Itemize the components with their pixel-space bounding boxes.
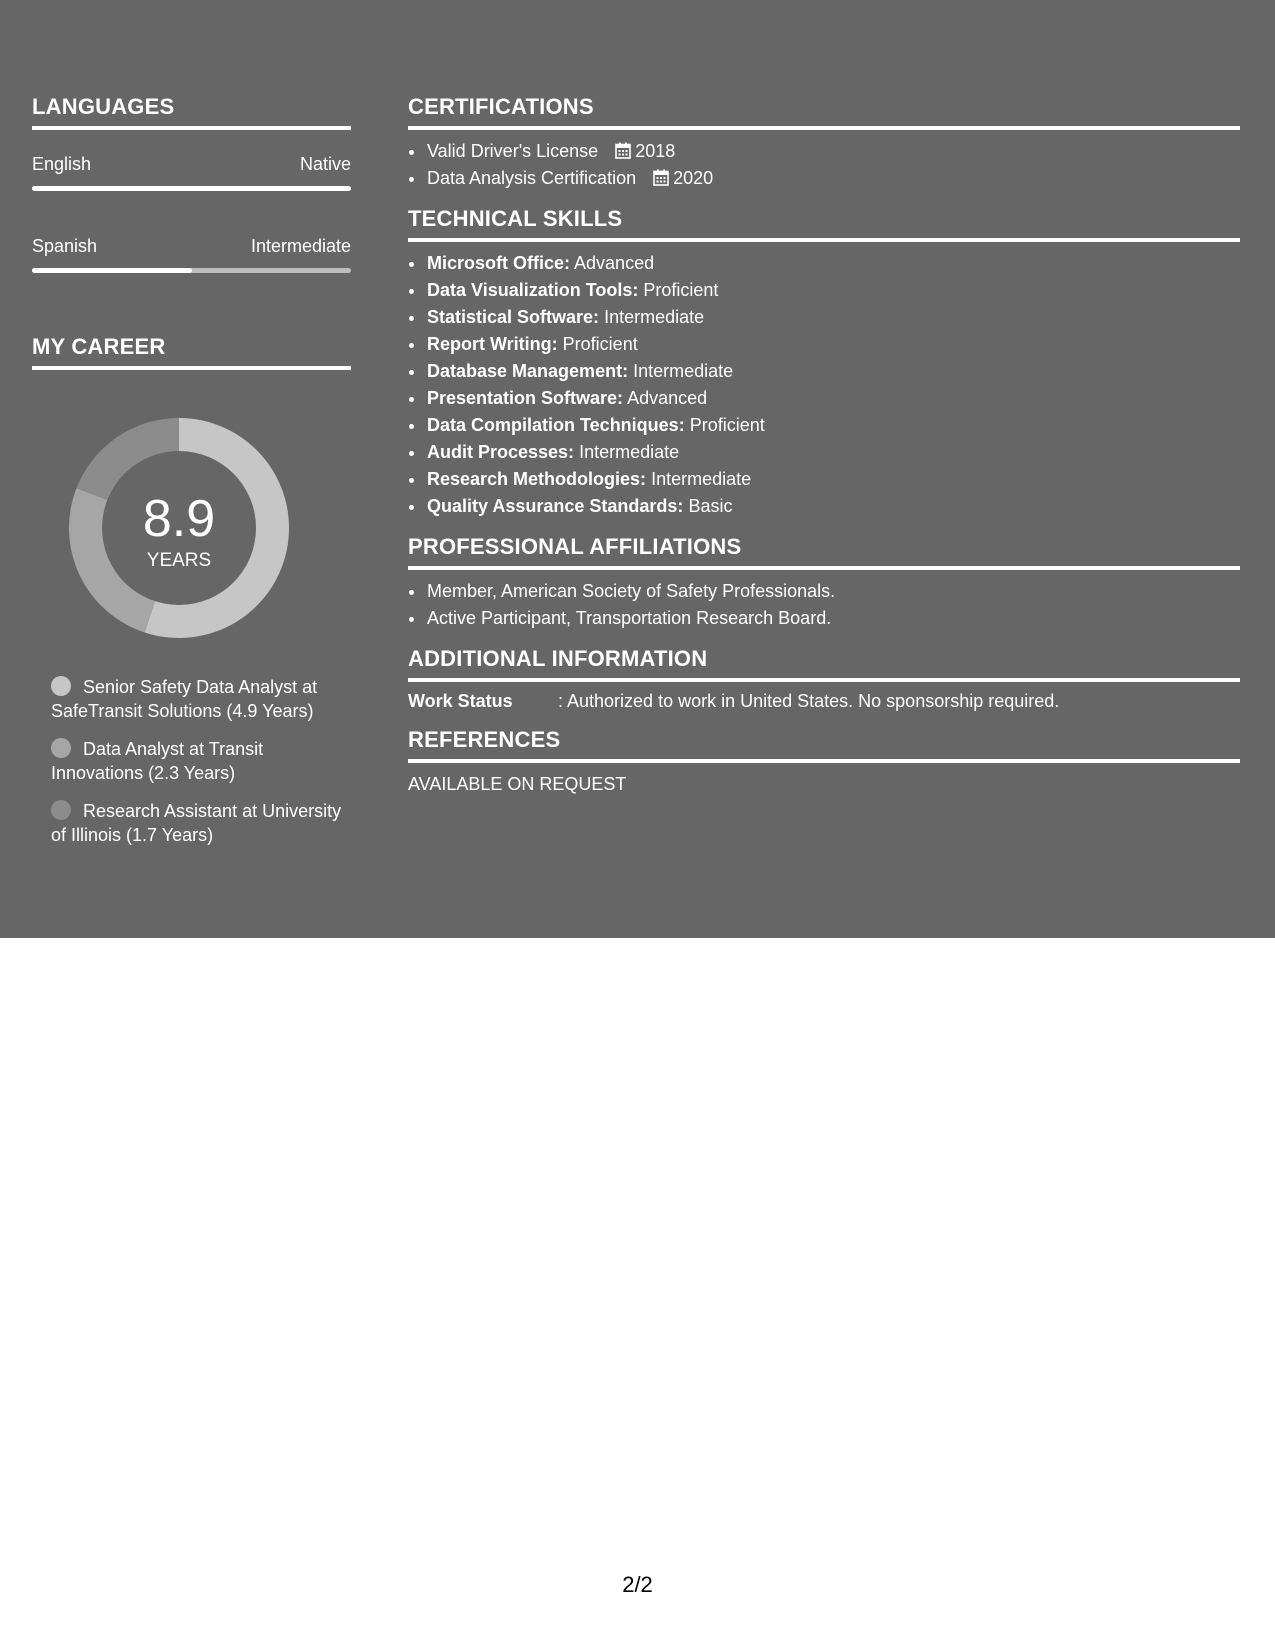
career-title: MY CAREER xyxy=(32,334,166,359)
career-donut-chart xyxy=(64,413,294,643)
certification-item xyxy=(426,138,1240,165)
language-name: Spanish xyxy=(32,236,98,256)
career-legend xyxy=(51,675,351,861)
language-bar-fill xyxy=(32,186,351,191)
career-total-unit: YEARS xyxy=(146,550,212,571)
skill-name: Data Visualization Tools: xyxy=(427,280,639,300)
skill-level: Proficient xyxy=(689,415,765,435)
skill-name: Database Management: xyxy=(427,361,629,381)
skill-name: Audit Processes: xyxy=(427,442,575,462)
skill-level: Proficient xyxy=(562,334,638,354)
work-status-row xyxy=(408,689,1240,713)
skill-level: Intermediate xyxy=(651,469,752,489)
legend-item xyxy=(51,799,351,847)
language-name: English xyxy=(32,154,92,174)
section-divider xyxy=(408,759,1240,763)
certifications-list xyxy=(408,138,1240,192)
skill-item xyxy=(426,277,1240,304)
affiliations-list xyxy=(408,578,1240,632)
skill-level: Advanced xyxy=(627,388,708,408)
skill-level: Basic xyxy=(688,496,733,516)
certification-name: Data Analysis Certification xyxy=(427,168,637,188)
calendar-icon xyxy=(653,169,669,186)
skill-item xyxy=(426,385,1240,412)
career-section xyxy=(32,334,351,370)
language-bar xyxy=(32,186,351,191)
skill-name: Research Methodologies: xyxy=(427,469,647,489)
language-item xyxy=(32,235,351,273)
section-divider xyxy=(32,366,351,370)
skill-name: Statistical Software: xyxy=(427,307,600,327)
skill-name: Data Compilation Techniques: xyxy=(427,415,685,435)
skill-item xyxy=(426,304,1240,331)
affiliations-section xyxy=(408,534,1240,632)
references-section xyxy=(408,727,1240,796)
legend-label: Data Analyst at Transit Innovations (2.3 Years) xyxy=(51,739,264,783)
certification-item xyxy=(426,165,1240,192)
legend-item xyxy=(51,675,351,723)
skill-level: Intermediate xyxy=(604,307,705,327)
skill-level: Proficient xyxy=(643,280,719,300)
skill-item xyxy=(426,358,1240,385)
languages-title: LANGUAGES xyxy=(32,94,175,119)
certifications-title: CERTIFICATIONS xyxy=(408,94,594,119)
references-text: AVAILABLE ON REQUEST xyxy=(408,774,627,794)
skill-name: Report Writing: xyxy=(427,334,558,354)
section-divider xyxy=(408,126,1240,130)
skill-item xyxy=(426,412,1240,439)
section-divider xyxy=(408,678,1240,682)
additional-info-title: ADDITIONAL INFORMATION xyxy=(408,646,708,671)
skill-level: Intermediate xyxy=(633,361,734,381)
right-column xyxy=(408,94,1240,796)
legend-item xyxy=(51,737,351,785)
section-divider xyxy=(32,126,351,130)
certification-year: 2020 xyxy=(673,168,714,188)
skill-item xyxy=(426,439,1240,466)
skill-name: Presentation Software: xyxy=(427,388,624,408)
technical-skills-title: TECHNICAL SKILLS xyxy=(408,206,623,231)
skill-level: Advanced xyxy=(574,253,655,273)
calendar-icon xyxy=(615,142,631,159)
certification-year: 2018 xyxy=(635,141,676,161)
language-level: Native xyxy=(299,154,351,174)
left-column xyxy=(32,94,351,273)
language-item xyxy=(32,153,351,191)
skill-item xyxy=(426,250,1240,277)
affiliation-item: • Member, American Society of Safety Professionals. xyxy=(426,578,1240,605)
legend-dot-icon xyxy=(51,738,71,758)
skills-list xyxy=(408,250,1240,520)
references-title: REFERENCES xyxy=(408,727,561,752)
certification-name: Valid Driver's License xyxy=(427,141,599,161)
affiliation-item: • Active Participant, Transportation Research Board. xyxy=(426,605,1240,632)
legend-label: Senior Safety Data Analyst at SafeTransit Solutions (4.9 Years) xyxy=(51,677,318,721)
language-bar-fill xyxy=(32,268,192,273)
page-number: 2/2 xyxy=(622,1572,653,1597)
skill-item xyxy=(426,331,1240,358)
skill-level: Intermediate xyxy=(579,442,680,462)
affiliations-title: PROFESSIONAL AFFILIATIONS xyxy=(408,534,742,559)
language-bar xyxy=(32,268,351,273)
legend-dot-icon xyxy=(51,676,71,696)
skill-item xyxy=(426,493,1240,520)
legend-label: Research Assistant at University of Illinois (1.7 Years) xyxy=(51,801,342,845)
skill-item xyxy=(426,466,1240,493)
additional-info-section xyxy=(408,646,1240,713)
language-level: Intermediate xyxy=(250,236,351,256)
work-status-value: : Authorized to work in United States. No sponsorship required. xyxy=(558,691,1060,711)
career-total-years: 8.9 xyxy=(142,490,216,548)
section-divider xyxy=(408,566,1240,570)
technical-skills-section xyxy=(408,206,1240,520)
skill-name: Quality Assurance Standards: xyxy=(427,496,684,516)
section-divider xyxy=(408,238,1240,242)
skill-name: Microsoft Office: xyxy=(427,253,571,273)
legend-dot-icon xyxy=(51,800,71,820)
work-status-label: Work Status xyxy=(408,691,513,711)
